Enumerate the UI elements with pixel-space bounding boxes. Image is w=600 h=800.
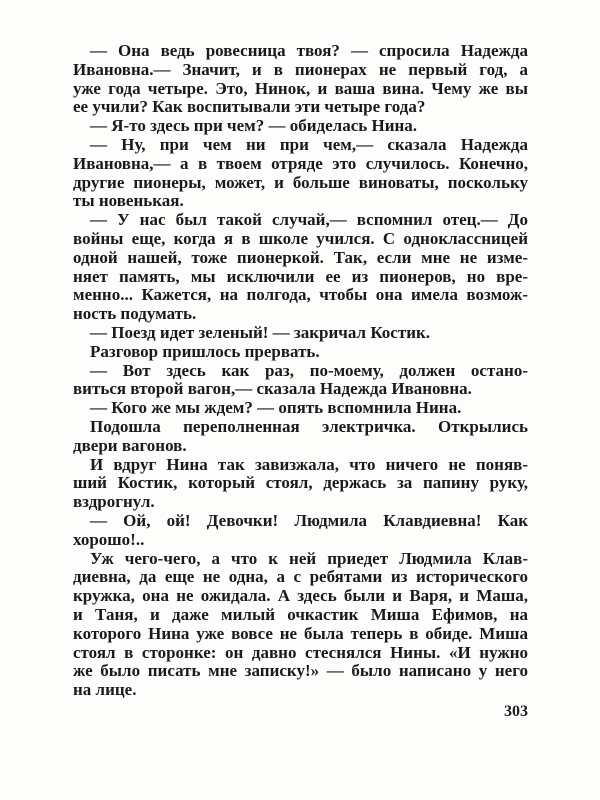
text-line: — Вот здесь как раз, по-моему, должен остано- (90, 360, 528, 380)
text-line: на лице. (73, 680, 137, 700)
page-number: 303 (504, 703, 528, 720)
text-line: которого Нина уже вовсе не была теперь в обиде. Миша (73, 623, 528, 643)
text-line: уже года четыре. Это, Нинок, и ваша вина. Чему же вы (73, 78, 528, 98)
text-line: Ивановна,— а в твоем отряде это случилось. Конечно, (73, 153, 528, 173)
text-line: же было писать мне записку!» — было написано у него (73, 661, 528, 681)
text-line: — Она ведь ровесница твоя? — спросила Надежда (90, 41, 528, 60)
text-line: виться второй вагон,— сказала Надежда Ивановна. (73, 379, 472, 399)
text-line: кружка, она не ожидала. А здесь были и Варя, и Маша, (73, 586, 528, 606)
text-line: вздрогнул. (73, 492, 155, 512)
text-line: ты новенькая. (73, 191, 184, 211)
text-line: ее учили? Как воспитывали эти четыре года? (73, 97, 426, 117)
text-line: — Ну, при чем ни при чем,— сказала Надежда (90, 134, 528, 154)
text-line: — У нас был такой случай,— вспомнил отец.— До (90, 210, 528, 230)
text-line: ность подумать. (73, 304, 197, 324)
text-line: Уж чего-чего, а что к ней приедет Людмила Клав- (90, 548, 528, 568)
text-line: войны еще, когда я в школе учился. С одноклассницей (73, 228, 528, 248)
text-line: менно... Кажется, на полгода, чтобы она имела возмож- (73, 285, 528, 305)
text-line: одной нашей, тоже пионеркой. Так, если мне не изме- (73, 247, 528, 267)
text-line: Подошла переполненная электричка. Открылись (90, 416, 528, 436)
text-line: двери вагонов. (73, 435, 187, 455)
text-line: Ивановна.— Значит, и в пионерах не первый год, а (73, 59, 528, 79)
text-line: хорошо!.. (73, 529, 145, 549)
text-line: другие пионеры, может, и больше виноваты, поскольку (73, 172, 528, 192)
text-line: и Таня, и даже милый очкастик Миша Ефимов, на (73, 604, 528, 624)
text-line: диевна, да еще не одна, а с ребятами из исторического (73, 567, 528, 587)
text-line: Разговор пришлось прервать. (90, 341, 320, 361)
text-line: — Поезд идет зеленый! — закричал Костик. (90, 322, 431, 342)
text-line: стоял в сторонке: он давно стеснялся Нины. «И нужно (73, 642, 528, 662)
text-line: И вдруг Нина так завизжала, что ничего не поняв- (90, 454, 528, 474)
text-line: — Ой, ой! Девочки! Людмила Клавдиевна! Как (90, 510, 528, 530)
text-line: — Кого же мы ждем? — опять вспомнила Нина. (90, 398, 462, 418)
text-line: ший Костик, который стоял, держась за папину руку, (73, 473, 528, 493)
text-line: — Я-то здесь при чем? — обиделась Нина. (90, 116, 418, 136)
page-body-text (73, 42, 528, 700)
text-line: няет память, мы исключили ее из пионеров, но вре- (73, 266, 528, 286)
